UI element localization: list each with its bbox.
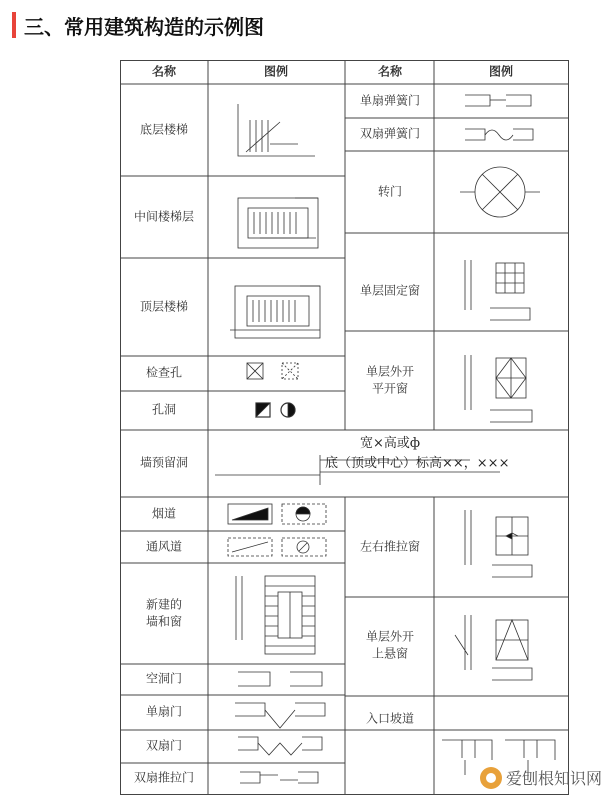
section-header bbox=[12, 10, 264, 40]
casement-window-icon bbox=[465, 355, 532, 422]
item-label: 单扇门 bbox=[145, 704, 183, 719]
item-label: 双扇门 bbox=[145, 738, 183, 753]
hole-icon bbox=[256, 403, 295, 417]
watermark-text: 爱刨根知识网 bbox=[505, 769, 602, 788]
col-header-legend-right: 图例 bbox=[488, 64, 514, 79]
single-door-icon bbox=[235, 703, 325, 728]
item-label: 双扇推拉门 bbox=[133, 770, 195, 785]
item-label: 入口坡道 bbox=[365, 711, 415, 726]
vent-icon bbox=[228, 538, 326, 556]
item-label: 单层固定窗 bbox=[359, 283, 421, 298]
item-label: 单扇弹簧门 bbox=[359, 93, 421, 108]
item-label: 墙预留洞 bbox=[139, 455, 189, 470]
wall-hole-dimension: 宽×高或ф bbox=[360, 436, 421, 451]
item-label: 单层外开 bbox=[365, 629, 415, 644]
fixed-window-icon bbox=[465, 260, 530, 320]
double-door-icon bbox=[238, 737, 322, 755]
item-label: 通风道 bbox=[145, 539, 183, 554]
stair-top-icon bbox=[230, 286, 320, 338]
item-label: 顶层楼梯 bbox=[139, 299, 189, 314]
double-spring-door-icon bbox=[465, 129, 533, 140]
item-label: 转门 bbox=[377, 184, 403, 199]
wall-hole-elevation: 底（顶或中心）标高××，××× bbox=[325, 456, 510, 471]
single-spring-door-icon bbox=[465, 95, 531, 106]
item-label: 平开窗 bbox=[371, 381, 409, 396]
col-header-name-right: 名称 bbox=[377, 64, 403, 79]
inspection-hole-icon bbox=[247, 363, 298, 379]
double-sliding-door-icon bbox=[240, 772, 318, 783]
item-label: 孔洞 bbox=[151, 402, 177, 417]
stair-bottom-icon bbox=[238, 104, 315, 156]
stair-middle-icon bbox=[238, 198, 318, 248]
watermark bbox=[480, 766, 602, 789]
item-label: 双扇弹簧门 bbox=[359, 126, 421, 141]
watermark-logo-icon bbox=[480, 767, 502, 789]
item-label: 单层外开 bbox=[365, 364, 415, 379]
item-label: 中间楼梯层 bbox=[133, 209, 195, 224]
item-label: 检查孔 bbox=[145, 365, 183, 380]
item-label: 新建的 bbox=[145, 597, 183, 612]
col-header-name-left: 名称 bbox=[151, 64, 177, 79]
revolving-door-icon bbox=[460, 167, 540, 217]
flue-icon bbox=[228, 504, 326, 524]
legend-table bbox=[120, 60, 569, 795]
item-label: 左右推拉窗 bbox=[359, 539, 421, 554]
sliding-window-icon bbox=[465, 510, 532, 577]
item-label: 上悬窗 bbox=[371, 646, 409, 661]
table-grid bbox=[120, 60, 569, 795]
section-title: 三、常用建筑构造的示例图 bbox=[24, 14, 264, 39]
item-label: 底层楼梯 bbox=[139, 122, 189, 137]
open-doorway-icon bbox=[238, 672, 322, 686]
item-label: 墙和窗 bbox=[145, 614, 183, 629]
top-hung-window-icon bbox=[455, 615, 532, 680]
item-label: 空洞门 bbox=[145, 671, 183, 686]
item-label: 烟道 bbox=[151, 506, 177, 521]
new-wall-window-icon bbox=[236, 576, 315, 654]
header-accent-bar bbox=[12, 12, 16, 38]
col-header-legend-left: 图例 bbox=[263, 64, 289, 79]
